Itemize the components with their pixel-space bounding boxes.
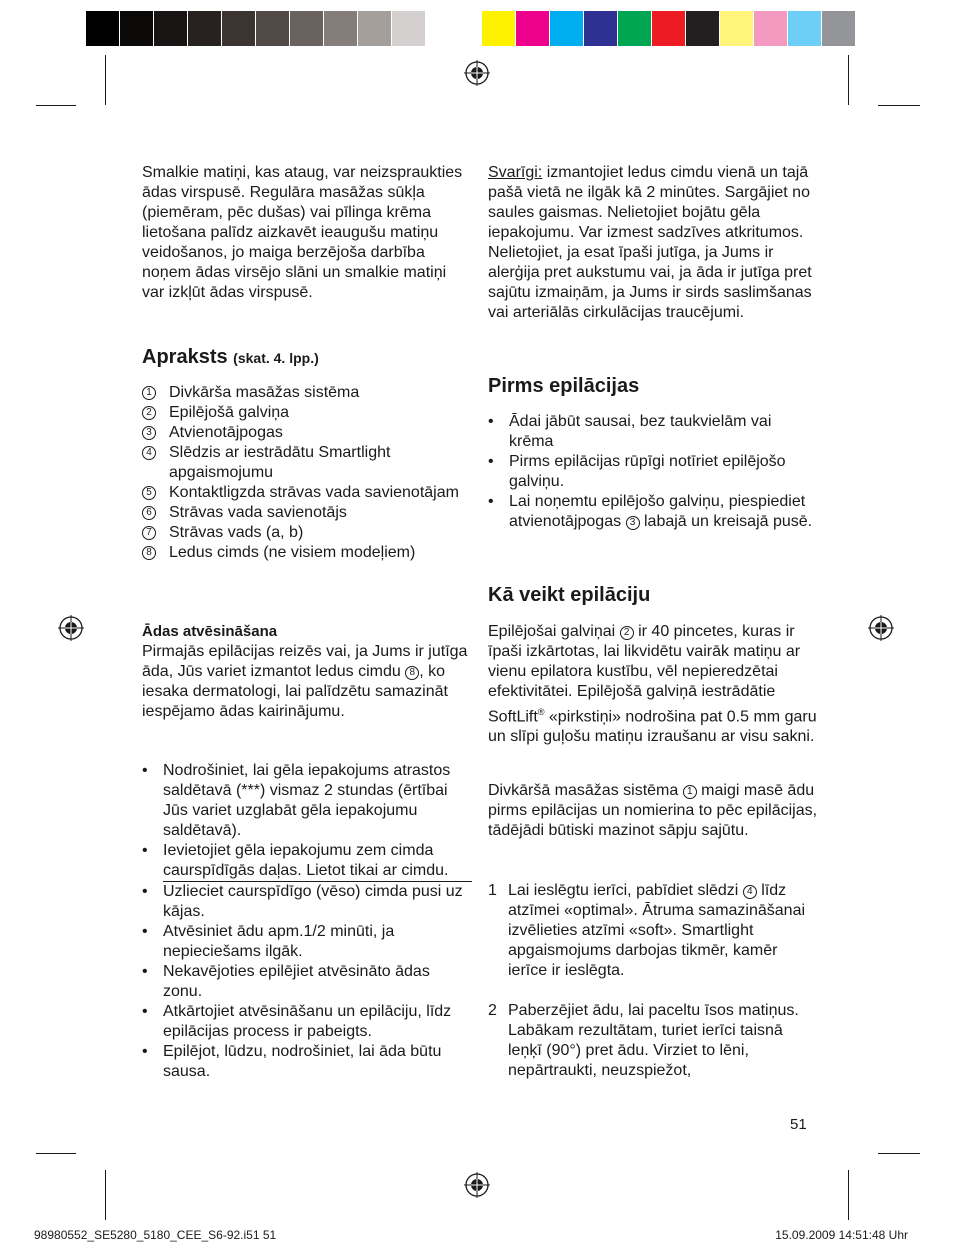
crop-mark	[878, 105, 920, 106]
list-item-text: Atkārtojiet atvēsināšanu un epilāciju, līdz epilācijas process ir pabeigts.	[163, 1003, 452, 1040]
color-calibration-bar-right	[482, 11, 856, 46]
part-label: Atvienotājpogas	[169, 424, 283, 441]
list-item-text: Uzlieciet caurspīdīgo (vēso) cimda pusi uz kājas.	[163, 883, 463, 920]
list-item	[142, 962, 472, 1002]
part-label: Divkārša masāžas sistēma	[169, 384, 360, 401]
color-swatch	[392, 11, 426, 46]
color-swatch	[256, 11, 290, 46]
part-ref-badge: 3	[626, 516, 640, 530]
crop-mark	[848, 55, 849, 105]
steps-list	[488, 881, 818, 1081]
part-number-badge: 5	[142, 486, 156, 500]
list-item-text: Nekavējoties epilējiet atvēsināto ādas zonu.	[163, 963, 430, 1000]
list-item-text: Atvēsiniet ādu apm.1/2 minūti, ja nepieciešams ilgāk.	[163, 923, 395, 960]
color-swatch	[788, 11, 822, 46]
bullet: •	[142, 963, 148, 980]
parts-list-item	[142, 403, 472, 423]
part-label: Slēdzis ar iestrādātu Smartlight apgaismojumu	[169, 444, 391, 481]
list-item	[142, 1002, 472, 1042]
part-number-badge: 1	[142, 386, 156, 400]
list-item: • Pirms epilācijas rūpīgi notīriet epilējošo galviņu.	[488, 453, 786, 490]
part-number-badge: 4	[142, 446, 156, 460]
list-item: • Lai noņemtu epilējošo galviņu, piespiediet atvienotājpogas 3 labajā un kreisajā pusē.	[488, 493, 813, 530]
list-item	[142, 922, 472, 962]
footer-file-info: 98980552_SE5280_5180_CEE_S6-92.i51 51	[34, 1228, 277, 1242]
color-swatch	[120, 11, 154, 46]
list-item-text: Nodrošiniet, lai gēla iepakojums atrastos saldētavā (***) vismaz 2 stundas (ērtībai Jūs variet uzglabāt gēla iepakojumu saldētavā).	[163, 762, 451, 839]
section-page-ref: (skat. 4. lpp.)	[233, 350, 319, 366]
parts-list	[142, 383, 472, 563]
parts-list-item	[142, 443, 472, 483]
color-swatch	[584, 11, 618, 46]
part-ref-badge: 8	[405, 666, 419, 680]
list-item-text: Epilējot, lūdzu, nodrošiniet, lai āda būtu sausa.	[163, 1043, 442, 1080]
pre-epilation-heading: Pirms epilācijas	[488, 375, 640, 397]
color-swatch	[426, 11, 460, 46]
color-swatch	[720, 11, 754, 46]
color-swatch	[358, 11, 392, 46]
part-label: Strāvas vads (a, b)	[169, 524, 304, 541]
part-label: Ledus cimds (ne visiem modeļiem)	[169, 544, 416, 561]
part-label: Strāvas vada savienotājs	[169, 504, 347, 521]
part-label: Epilējošā galviņa	[169, 404, 290, 421]
bullet: •	[142, 842, 148, 859]
part-number-badge: 7	[142, 526, 156, 540]
parts-list-item	[142, 383, 472, 403]
step-item: 2 Paberzējiet ādu, lai paceltu īsos matiņus. Labākam rezultātam, turiet ierīci taisnā leņķī (90°) pret ādu. Virziet to lēni, nepārtraukti, neuzspiežot,	[488, 1002, 799, 1079]
parts-list-item	[142, 423, 472, 443]
epilation-head-paragraph: Epilējošai galviņai 2 ir 40 pincetes, kuras ir īpaši izkārtotas, lai likvidētu vairāk matiņu ar vienu epilatora kustību, vēl nepieredzētai efektivitātei. Epilējošā galviņā iestrādātie SoftLift® «pirkstiņi» nodrošina pat 0.5 mm garu un slīpi guļošu matiņu izraušanu ar visu sakni.	[488, 623, 817, 746]
cooling-paragraph: Pirmajās epilācijas reizēs vai, ja Jums ir jutīga āda, Jūs variet izmantot ledus cimdu 8 , ko iesaka dermatologi, lai palīdzētu samazināt iespējamo ādas kairinājumu.	[142, 643, 468, 720]
color-swatch	[188, 11, 222, 46]
parts-list-item	[142, 543, 472, 563]
warning-label: Svarīgi:	[488, 164, 543, 181]
cooling-heading: Ādas atvēsināšana	[142, 623, 278, 640]
color-swatch	[86, 11, 120, 46]
part-ref-badge: 4	[743, 885, 757, 899]
part-number-badge: 3	[142, 426, 156, 440]
list-item	[142, 841, 472, 882]
massage-system-paragraph: Divkāršā masāžas sistēma 1 maigi masē ādu pirms epilācijas un nomierina to pēc epilācijas, tādējādi būtiski mazinot sāpju sajūtu.	[488, 782, 818, 839]
intro-paragraph: Smalkie matiņi, kas ataug, var neizspraukties ādas virspusē. Regulāra masāžas sūkļa (piemēram, pēc dušas) vai pīlinga krēma lietošana palīdz aizkavēt ieaugušu matiņu veidošanos, jo maiga berzējoša darbība noņem ādas virsējo slāni un smalkie matiņi var izkļūt ādas virspusē.	[142, 164, 463, 301]
how-to-epilate-heading: Kā veikt epilāciju	[488, 584, 651, 606]
part-ref-badge: 2	[620, 626, 634, 640]
crop-mark	[36, 105, 76, 106]
color-swatch	[822, 11, 856, 46]
section-title: Apraksts	[142, 346, 228, 368]
bullet: •	[142, 883, 148, 900]
color-swatch	[482, 11, 516, 46]
step-item: 1 Lai ieslēgtu ierīci, pabīdiet slēdzi 4 līdz atzīmei «optimal». Ātruma samazināšanai izvēlieties atzīmi «soft». Smartlight apgaismojums darbojas tikmēr, kamēr ierīce ir ieslēgta.	[488, 882, 806, 979]
part-ref-badge: 1	[683, 785, 697, 799]
part-number-badge: 2	[142, 406, 156, 420]
list-item	[142, 882, 472, 922]
color-swatch	[290, 11, 324, 46]
list-item	[142, 761, 472, 841]
color-swatch	[652, 11, 686, 46]
crop-mark	[105, 1170, 106, 1220]
bullet: •	[142, 923, 148, 940]
list-item	[142, 1042, 472, 1082]
part-number-badge: 6	[142, 506, 156, 520]
list-item: • Ādai jābūt sausai, bez taukvielām vai krēma	[488, 413, 772, 450]
bullet: •	[142, 762, 148, 779]
warning-paragraph: Svarīgi: izmantojiet ledus cimdu vienā un tajā pašā vietā ne ilgāk kā 2 minūtes. Sargājiet no saules gaismas. Nelietojiet bojātu gēla iepakojumu. Var izmest sadzīves atkritumos. Nelietojiet, ja esat īpaši jutīga, ja Jums ir alerģija pret aukstumu vai, ja āda ir jutīga pret sajūtu izmaiņām, ja Jums ir sirds saslimšanas vai arteriālās cirkulācijas traucējumi.	[488, 164, 812, 321]
parts-list-item	[142, 503, 472, 523]
registration-mark-icon	[464, 60, 490, 86]
color-calibration-bar-left	[86, 11, 460, 46]
parts-list-item	[142, 523, 472, 543]
footer-date: 15.09.2009 14:51:48 Uhr	[775, 1228, 908, 1242]
bullet: •	[142, 1003, 148, 1020]
parts-list-item	[142, 483, 472, 503]
color-swatch	[324, 11, 358, 46]
color-swatch	[686, 11, 720, 46]
part-label: Kontaktligzda strāvas vada savienotājam	[169, 484, 459, 501]
page-number: 51	[790, 1116, 807, 1133]
crop-mark	[36, 1153, 76, 1154]
color-swatch	[618, 11, 652, 46]
registration-mark-icon	[868, 615, 894, 641]
part-number-badge: 8	[142, 546, 156, 560]
color-swatch	[222, 11, 256, 46]
color-swatch	[154, 11, 188, 46]
cooling-instructions-list	[142, 761, 472, 1082]
crop-mark	[848, 1170, 849, 1220]
registration-mark-icon	[58, 615, 84, 641]
registration-mark-icon	[464, 1172, 490, 1198]
pre-epilation-list	[488, 412, 818, 532]
crop-mark	[878, 1153, 920, 1154]
section-heading-apraksts	[142, 345, 319, 370]
color-swatch	[550, 11, 584, 46]
color-swatch	[516, 11, 550, 46]
color-swatch	[754, 11, 788, 46]
crop-mark	[105, 55, 106, 105]
list-item-text: Ievietojiet gēla iepakojumu zem cimda caurspīdīgās daļas. Lietot tikai ar cimdu.	[163, 841, 472, 882]
bullet: •	[142, 1043, 148, 1060]
